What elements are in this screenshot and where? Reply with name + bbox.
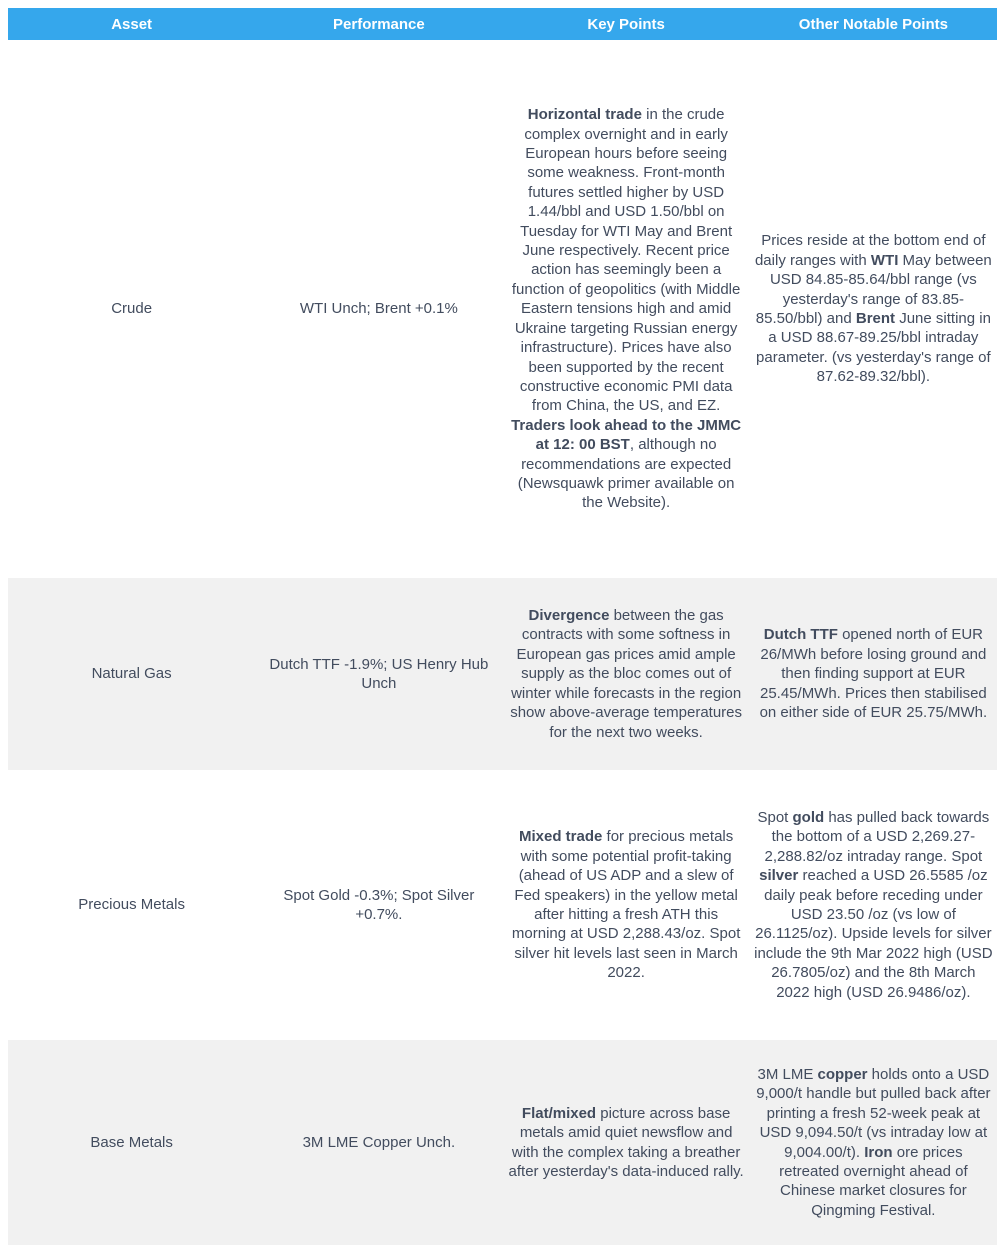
table-row-base-metals <box>8 1040 997 1245</box>
performance-cell: Spot Gold -0.3%; Spot Silver +0.7%. <box>283 886 475 923</box>
column-header-other-notable-points: Other Notable Points <box>798 15 948 33</box>
other-points-cell: Spot gold has pulled back towards the bottom of a USD 2,269.27-2,288.82/oz intraday range. Spot silver reached a USD 26.5585 /oz daily peak before receding under USD 23.50 /oz (vs low of 26.1125/oz). Upside levels for silver include the 9th Mar 2022 high (USD 26.7805/oz) and the 8th March 2022 high (USD 26.9486/oz). <box>754 808 993 1001</box>
commodities-table <box>8 8 997 1245</box>
column-header-performance: Performance <box>333 15 425 33</box>
table-row-crude <box>8 40 997 578</box>
other-points-cell: Prices reside at the bottom end of daily ranges with WTI May between USD 84.85-85.64/bbl range (vs yesterday's range of 83.85-85.50/bbl) and Brent June sitting in a USD 88.67-89.25/bbl intraday parameter. (vs yesterday's range of 87.62-89.32/bbl). <box>754 232 992 386</box>
column-header-key-points: Key Points <box>587 15 665 33</box>
key-points-cell: Horizontal trade in the crude complex overnight and in early European hours before seeing some weakness. Front-month futures settled higher by USD 1.44/bbl and USD 1.50/bbl on Tuesday for WTI May and Brent June respectively. Recent price action has seemingly been a function of geopolitics (with Middle Eastern tensions high and amid Ukraine targeting Russian energy infrastructure). Prices have also been supported by the recent constructive economic PMI data from China, the US, and EZ. Traders look ahead to the JMMC at 12: 00 BST, although no recommendations are expected (Newsquawk primer available on the Website). <box>511 106 742 512</box>
table-header-row <box>8 8 997 40</box>
column-header-asset: Asset <box>111 15 153 33</box>
performance-cell: WTI Unch; Brent +0.1% <box>299 300 458 318</box>
key-points-cell: Flat/mixed picture across base metals amid quiet newsflow and with the complex taking a breather after yesterday's data-induced rally. <box>508 1104 744 1180</box>
table-row-natural-gas <box>8 578 997 770</box>
asset-cell: Crude <box>111 300 153 318</box>
key-points-cell: Mixed trade for precious metals with some potential profit-taking (ahead of US ADP and a slew of Fed speakers) in the yellow metal after hitting a fresh ATH this morning at USD 2,288.43/oz. Spot silver hit levels last seen in March 2022. <box>511 828 741 982</box>
asset-cell: Precious Metals <box>78 896 185 914</box>
asset-cell: Base Metals <box>90 1133 173 1151</box>
asset-cell: Natural Gas <box>91 665 172 683</box>
performance-cell: Dutch TTF -1.9%; US Henry Hub Unch <box>269 655 489 692</box>
other-points-cell: 3M LME copper holds onto a USD 9,000/t handle but pulled back after printing a fresh 52-week peak at USD 9,094.50/t (vs intraday low at 9,004.00/t). Iron ore prices retreated overnight ahead of Chinese market closures for Qingming Festival. <box>756 1065 991 1219</box>
table-row-precious-metals <box>8 770 997 1040</box>
key-points-cell: Divergence between the gas contracts with some softness in European gas prices amid ample supply as the bloc comes out of winter while forecasts in the region show above-average temperatures for the next two weeks. <box>510 607 743 741</box>
performance-cell: 3M LME Copper Unch. <box>302 1133 456 1151</box>
other-points-cell: Dutch TTF opened north of EUR 26/MWh before losing ground and then finding support at EUR 25.45/MWh. Prices then stabilised on either side of EUR 25.75/MWh. <box>759 626 988 722</box>
